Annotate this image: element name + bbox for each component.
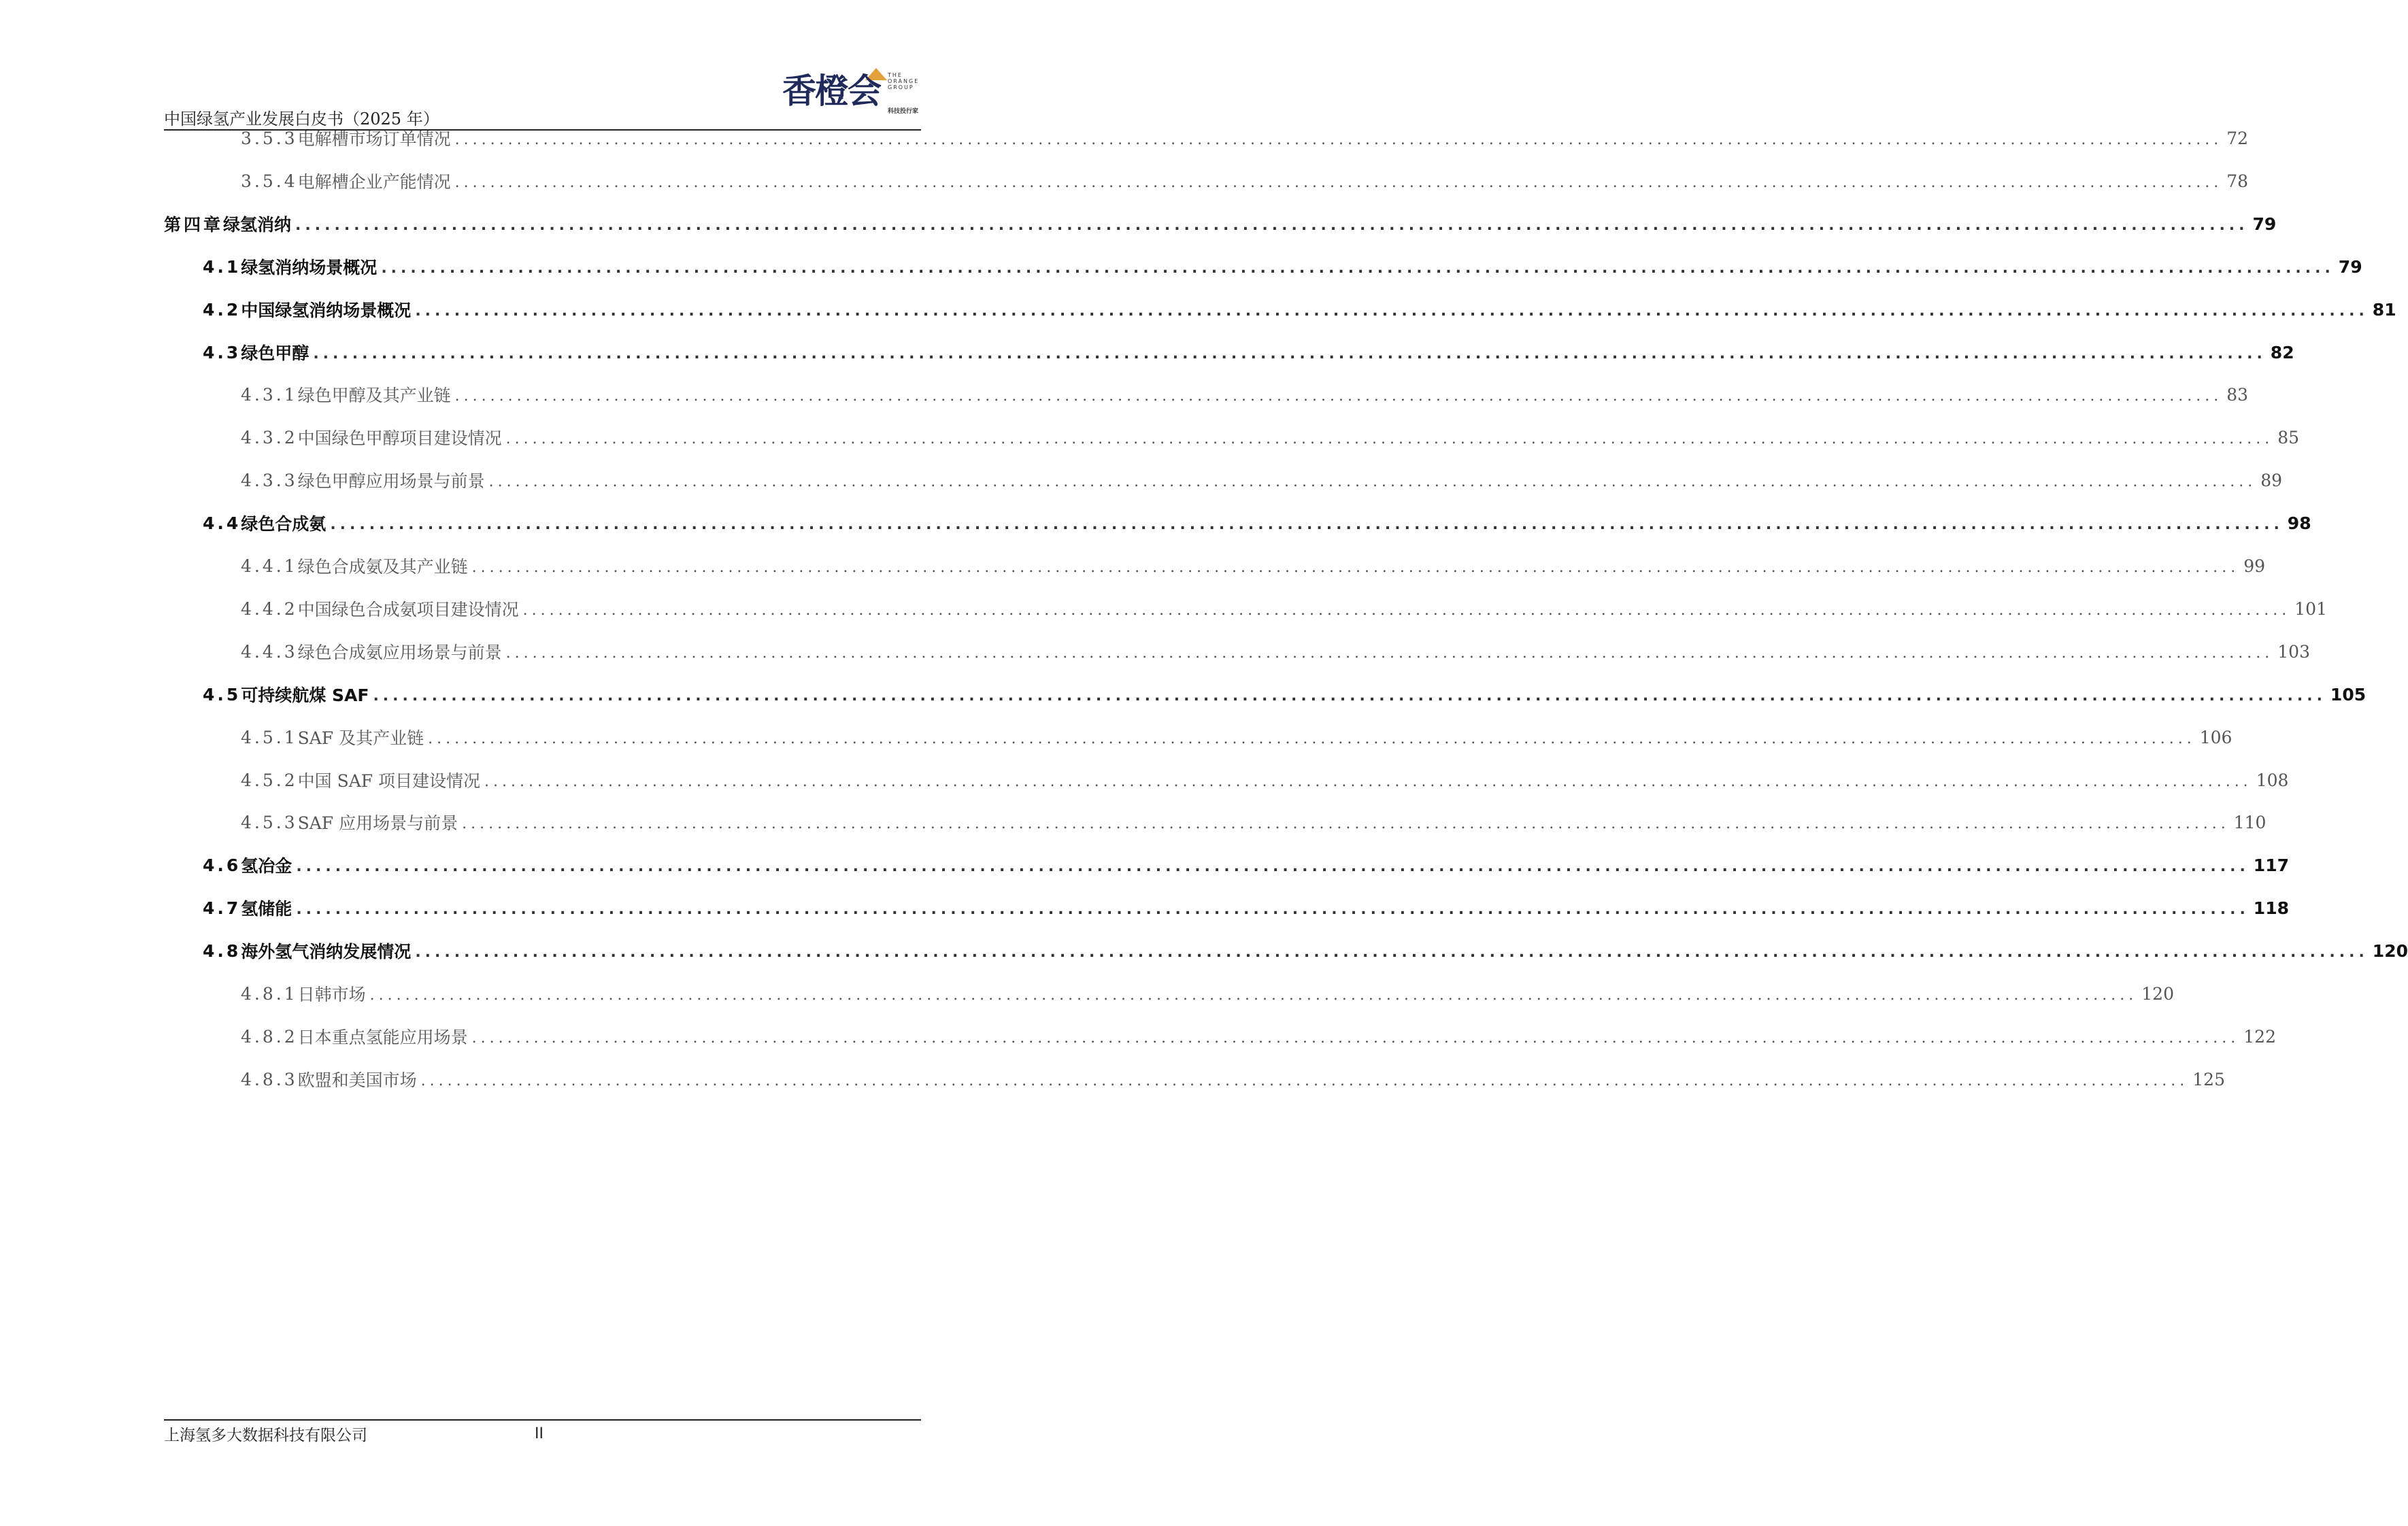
toc-leader-dots: ........................................................................................................................................................................................................: [505, 644, 2274, 662]
toc-entry[interactable]: [241, 381, 2249, 408]
toc-entry-number: 第四章: [164, 215, 224, 235]
toc-entry-page: 118: [2253, 898, 2289, 918]
toc-entry-number: 4.3.1: [241, 384, 298, 405]
toc-entry-number: 4.4.1: [241, 556, 298, 576]
toc-entry-number: 4.8.2: [241, 1026, 298, 1047]
toc-entry[interactable]: [241, 124, 2249, 152]
toc-entry[interactable]: [241, 552, 2266, 579]
toc-entry-title: 电解槽企业产能情况: [297, 172, 451, 192]
toc-entry-title: 日本重点氢能应用场景: [297, 1028, 468, 1047]
footer-company: 上海氢多大数据科技有限公司: [164, 1427, 367, 1444]
toc-entry[interactable]: [241, 424, 2300, 451]
toc-entry-number: 4.4: [203, 513, 241, 533]
toc-leader-dots: ........................................................................................................................................................................................................: [373, 687, 2326, 705]
toc-entry-title: 绿色甲醇应用场景与前景: [297, 471, 485, 491]
toc-entry-page: 122: [2243, 1026, 2276, 1047]
toc-entry[interactable]: [241, 809, 2267, 836]
toc-entry-page: 103: [2277, 641, 2310, 662]
toc-entry-title: 绿色合成氨应用场景与前景: [297, 643, 502, 662]
toc-entry-number: 4.6: [203, 855, 241, 875]
toc-leader-dots: ........................................................................................................................................................................................................: [522, 601, 2291, 619]
toc-leader-dots: ........................................................................................................................................................................................................: [420, 1072, 2189, 1089]
toc-entry-page: 83: [2226, 384, 2249, 405]
document-title: 中国绿氢产业发展白皮书（2025 年）: [164, 109, 439, 129]
toc-entry-number: 3.5.4: [241, 171, 298, 191]
toc-entry[interactable]: [241, 1023, 2276, 1050]
toc-entry-page: 89: [2260, 470, 2283, 490]
toc-entry-title: 中国绿氢消纳场景概况: [241, 301, 412, 320]
toc-entry-page: 78: [2226, 171, 2249, 191]
toc-leader-dots: ........................................................................................................................................................................................................: [296, 900, 2250, 918]
brand-logo: [782, 68, 922, 117]
toc-entry[interactable]: [203, 894, 2289, 921]
toc-leader-dots: ........................................................................................................................................................................................................: [415, 943, 2369, 961]
toc-entry-title: 电解槽市场订单情况: [297, 129, 451, 149]
toc-entry-title: 中国绿色甲醇项目建设情况: [297, 428, 502, 448]
toc-entry-title: 日韩市场: [297, 985, 366, 1004]
toc-entry-number: 4.5: [203, 684, 241, 705]
toc-entry-page: 81: [2372, 299, 2396, 320]
toc-entry-page: 82: [2270, 342, 2294, 362]
toc-leader-dots: ........................................................................................................................................................................................................: [381, 259, 2335, 277]
toc-entry-number: 4.7: [203, 898, 241, 918]
toc-entry-page: 79: [2338, 256, 2362, 277]
toc-leader-dots: ........................................................................................................................................................................................................: [454, 131, 2223, 148]
toc-entry-title: SAF 应用场景与前景: [297, 813, 458, 833]
toc-entry-number: 4.5.3: [241, 812, 298, 832]
toc-entry-number: 4.3.3: [241, 470, 298, 490]
toc-leader-dots: ........................................................................................................................................................................................................: [454, 387, 2223, 405]
toc-entry-number: 4.8.1: [241, 983, 298, 1004]
toc-entry-title: 欧盟和美国市场: [297, 1070, 417, 1090]
page-number: II: [535, 1425, 544, 1442]
toc-entry-title: 中国绿色合成氨项目建设情况: [297, 600, 519, 620]
toc-entry-page: 106: [2199, 727, 2233, 747]
toc-entry-number: 4.3: [203, 342, 241, 362]
toc-leader-dots: ........................................................................................................................................................................................................: [369, 986, 2138, 1004]
toc-leader-dots: ........................................................................................................................................................................................................: [415, 302, 2369, 320]
toc-leader-dots: ........................................................................................................................................................................................................: [454, 173, 2223, 191]
toc-leader-dots: ........................................................................................................................................................................................................: [505, 430, 2274, 447]
toc-entry[interactable]: [203, 681, 2367, 708]
toc-entry[interactable]: [241, 766, 2289, 794]
toc-entry-title: 海外氢气消纳发展情况: [241, 942, 412, 962]
toc-leader-dots: ........................................................................................................................................................................................................: [295, 216, 2249, 234]
toc-entry-title: 绿色合成氨及其产业链: [297, 557, 468, 577]
toc-entry-page: 120: [2372, 940, 2408, 961]
toc-entry-title: SAF 及其产业链: [297, 728, 424, 748]
toc-entry-title: 绿色甲醇: [241, 343, 310, 363]
toc-entry[interactable]: [203, 851, 2289, 879]
toc-entry-number: 4.2: [203, 299, 241, 320]
toc-leader-dots: ........................................................................................................................................................................................................: [471, 1029, 2240, 1047]
toc-entry[interactable]: [203, 509, 2311, 537]
toc-entry-title: 绿色合成氨: [241, 514, 327, 534]
toc-entry-page: 101: [2294, 598, 2327, 619]
toc-entry-title: 绿氢消纳场景概况: [241, 258, 378, 277]
toc-entry-title: 氢储能: [241, 899, 292, 919]
toc-entry[interactable]: [203, 339, 2294, 366]
toc-entry-number: 4.3.2: [241, 427, 298, 447]
toc-entry-title: 中国 SAF 项目建设情况: [297, 771, 481, 791]
toc-entry[interactable]: [164, 210, 2277, 237]
toc-entry[interactable]: [203, 937, 2408, 964]
toc-entry-number: 4.5.2: [241, 770, 298, 790]
toc-leader-dots: ........................................................................................................................................................................................................: [484, 773, 2252, 790]
toc-entry-page: 125: [2192, 1069, 2225, 1089]
toc-entry-number: 4.1: [203, 256, 241, 277]
logo-side-text: THE ORANGE GROUP: [888, 72, 920, 90]
toc-entry-page: 72: [2226, 128, 2249, 148]
toc-entry-title: 绿氢消纳: [223, 215, 292, 235]
toc-entry[interactable]: [241, 638, 2310, 665]
toc-entry-number: 4.8: [203, 940, 241, 961]
toc-entry-page: 99: [2243, 556, 2266, 576]
toc-leader-dots: ........................................................................................................................................................................................................: [428, 730, 2196, 747]
toc-entry[interactable]: [241, 167, 2249, 194]
toc-entry[interactable]: [241, 467, 2283, 494]
toc-entry-number: 3.5.3: [241, 128, 298, 148]
toc-entry-page: 85: [2277, 427, 2300, 447]
toc-entry-page: 79: [2252, 214, 2277, 234]
footer-divider: [164, 1419, 921, 1421]
toc-leader-dots: ........................................................................................................................................................................................................: [313, 345, 2267, 362]
toc-entry-number: 4.8.3: [241, 1069, 298, 1089]
toc-entry-page: 110: [2233, 812, 2267, 832]
logo-subtitle: 科技投行家: [888, 108, 919, 115]
toc-leader-dots: ........................................................................................................................................................................................................: [471, 558, 2240, 576]
toc-entry[interactable]: [203, 253, 2362, 280]
toc-entry-page: 98: [2287, 513, 2311, 533]
toc-entry[interactable]: [241, 1066, 2225, 1093]
toc-leader-dots: ........................................................................................................................................................................................................: [330, 515, 2284, 533]
toc-entry-page: 105: [2330, 684, 2367, 705]
toc-entry[interactable]: [241, 980, 2174, 1007]
toc-entry-title: 氢冶金: [241, 856, 292, 876]
toc-entry-number: 4.5.1: [241, 727, 298, 747]
toc-entry-number: 4.4.3: [241, 641, 298, 662]
toc-entry[interactable]: [241, 595, 2327, 622]
toc-leader-dots: ........................................................................................................................................................................................................: [296, 858, 2250, 875]
toc-entry[interactable]: [241, 724, 2233, 751]
toc-entry-page: 117: [2253, 855, 2289, 875]
toc-entry-page: 120: [2141, 983, 2174, 1004]
toc-entry-title: 可持续航煤 SAF: [241, 685, 369, 705]
toc-leader-dots: ........................................................................................................................................................................................................: [488, 473, 2257, 490]
toc-entry-number: 4.4.2: [241, 598, 298, 619]
logo-wordmark: 香橙会: [782, 71, 880, 111]
toc-entry-title: 绿色甲醇及其产业链: [297, 386, 451, 405]
toc-leader-dots: ........................................................................................................................................................................................................: [462, 815, 2230, 832]
toc-entry-page: 108: [2256, 770, 2289, 790]
toc-entry[interactable]: [203, 296, 2396, 323]
